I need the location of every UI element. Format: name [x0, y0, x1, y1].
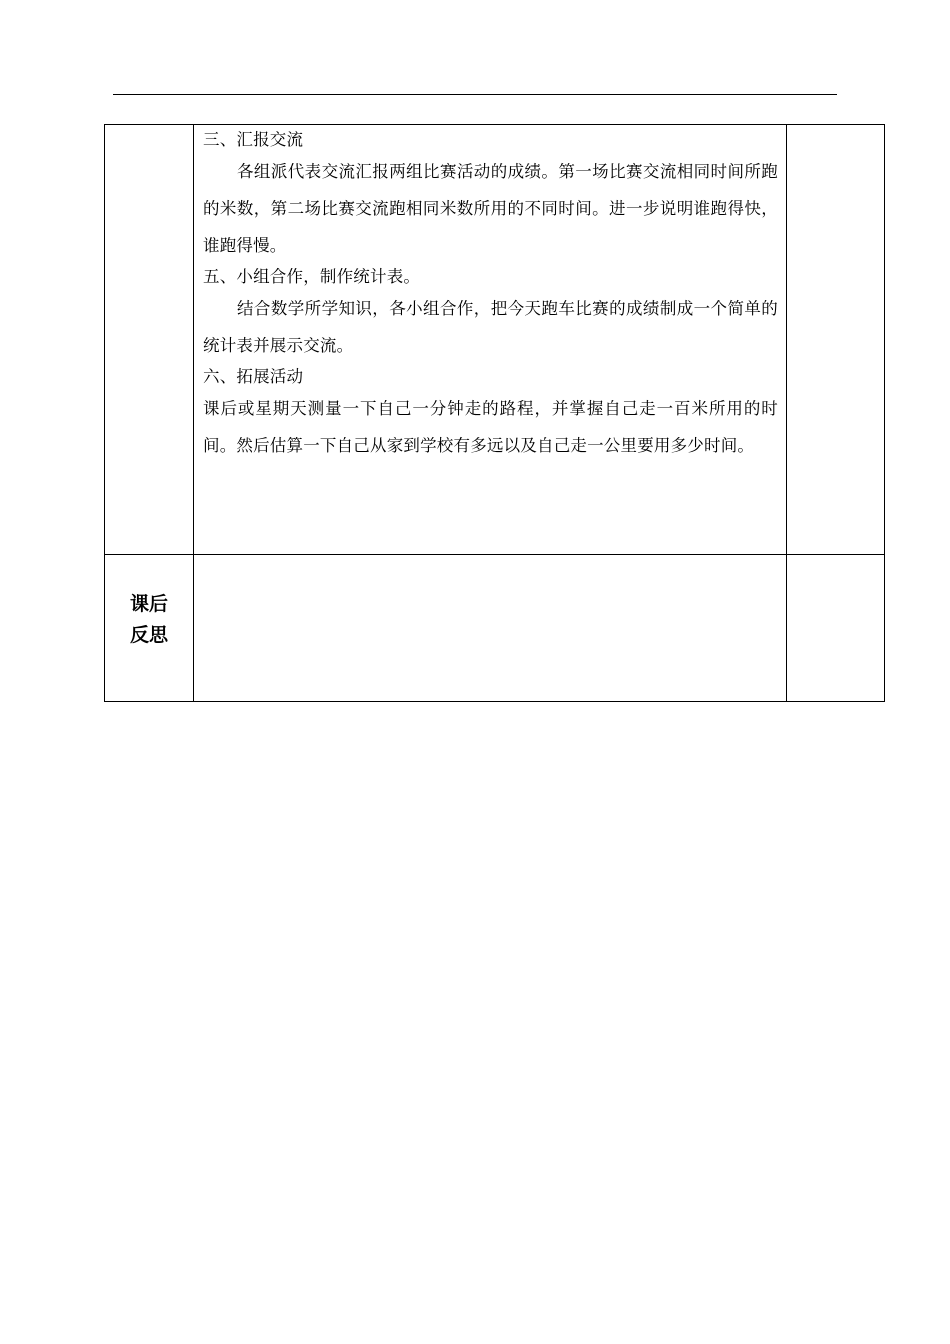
header-rule: [113, 94, 837, 95]
section-body-extension: 课后或星期天测量一下自己一分钟走的路程，并掌握自己走一百米所用的时间。然后估算一下自己从家到学校有多远以及自己走一公里要用多少时间。: [203, 399, 778, 455]
section-body-report: 各组派代表交流汇报两组比赛活动的成绩。第一场比赛交流相同时间所跑的米数，第二场比赛交流跑相同米数所用的不同时间。进一步说明谁跑得快，谁跑得慢。: [203, 162, 778, 255]
teaching-process-row: [105, 125, 885, 555]
reflection-label-line1: 课后: [129, 593, 168, 615]
reflection-label: [105, 555, 193, 651]
section-heading-group-work: 五、小组合作，制作统计表。: [203, 267, 421, 286]
reflection-row: [105, 555, 885, 702]
process-label-cell: [105, 125, 194, 555]
section-heading-extension: 六、拓展活动: [203, 367, 304, 386]
reflection-label-line2: 反思: [129, 624, 168, 646]
process-content: [194, 125, 786, 464]
section-heading-report: 三、汇报交流: [203, 130, 304, 149]
lesson-plan-table: [104, 124, 885, 702]
reflection-notes-cell: [787, 555, 885, 702]
process-content-cell: [194, 125, 787, 555]
reflection-content-cell[interactable]: [194, 555, 787, 702]
process-notes-cell: [787, 125, 885, 555]
reflection-label-cell: [105, 555, 194, 702]
section-body-group-work: 结合数学所学知识，各小组合作，把今天跑车比赛的成绩制成一个简单的统计表并展示交流。: [203, 299, 778, 355]
